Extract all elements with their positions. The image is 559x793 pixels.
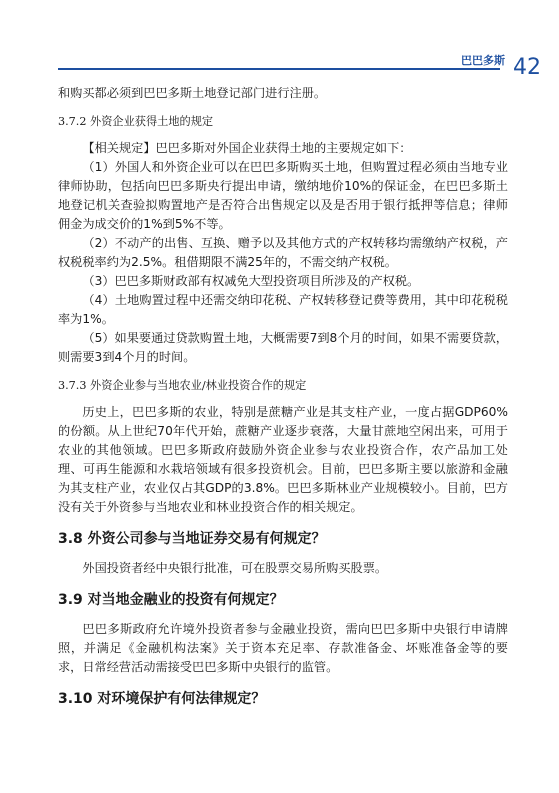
section-heading-3-10: 3.10 对环境保护有何法律规定？ — [58, 691, 266, 707]
page-content — [58, 84, 508, 719]
regulation-item-2: （2）不动产的出售、互换、赠予以及其他方式的产权转移均需缴纳产权税，产权税税率约为2.5%。租借期限不满25年的，不需交纳产权税。 — [58, 236, 508, 269]
finance-paragraph: 巴巴多斯政府允许境外投资者参与金融业投资，需向巴巴多斯中央银行申请牌照，并满足《金融机构法案》关于资本充足率、存款准备金、坏账准备金等的要求，日常经营活动需接受巴巴多斯中央银行的监管。 — [58, 622, 508, 674]
intro-paragraph: 和购买都必须到巴巴多斯土地登记部门进行注册。 — [58, 86, 327, 100]
regulation-item-5: （5）如果要通过贷款购置土地，大概需要7到8个月的时间，如果不需要贷款，则需要3到4个月的时间。 — [58, 331, 508, 364]
header-brand: 巴巴多斯 — [461, 54, 505, 67]
regulation-lead: 【相关规定】巴巴多斯对外国企业获得土地的主要规定如下： — [82, 141, 412, 155]
regulation-item-3: （3）巴巴多斯财政部有权减免大型投资项目所涉及的产权税。 — [82, 274, 420, 288]
subsection-heading-3-7-2: 3.7.2 外资企业获得土地的规定 — [58, 115, 214, 128]
header-rule — [58, 68, 500, 70]
subsection-heading-3-7-3: 3.7.3 外资企业参与当地农业/林业投资合作的规定 — [58, 379, 307, 392]
section-heading-3-8: 3.8 外资公司参与当地证券交易有何规定？ — [58, 531, 326, 547]
regulation-item-4: （4）土地购置过程中还需交纳印花税、产权转移登记费等费用，其中印花税税率为1%。 — [58, 293, 508, 326]
page-number: 42 — [513, 55, 541, 80]
page-header — [0, 0, 559, 80]
securities-paragraph: 外国投资者经中央银行批准，可在股票交易所购买股票。 — [82, 561, 388, 575]
section-heading-3-9: 3.9 对当地金融业的投资有何规定？ — [58, 592, 284, 608]
agriculture-paragraph: 历史上，巴巴多斯的农业，特别是蔗糖产业是其支柱产业，一度占据GDP60%的份额。从上世纪70年代开始，蔗糖产业逐步衰落，大量甘蔗地空闲出来，可用于农业的其他领域。巴巴多斯政府鼓励外资企业参与农业投资合作，农产品加工处理、可再生能源和水栽培领域有很多投资机会。目前，巴巴多斯主要以旅游和金融为其支柱产业，农业仅占其GDP的3.8%。巴巴多斯林业产业规模较小。目前，巴方没有关于外资参与当地农业和林业投资合作的相关规定。 — [58, 405, 508, 514]
regulation-item-1: （1）外国人和外资企业可以在巴巴多斯购买土地，但购置过程必须由当地专业律师协助，包括向巴巴多斯央行提出申请，缴纳地价10%的保证金，在巴巴多斯土地登记机关查验拟购置地产是否符合出售规定以及是否用于银行抵押等信息；律师佣金为成交价的1%到5%不等。 — [58, 160, 508, 231]
